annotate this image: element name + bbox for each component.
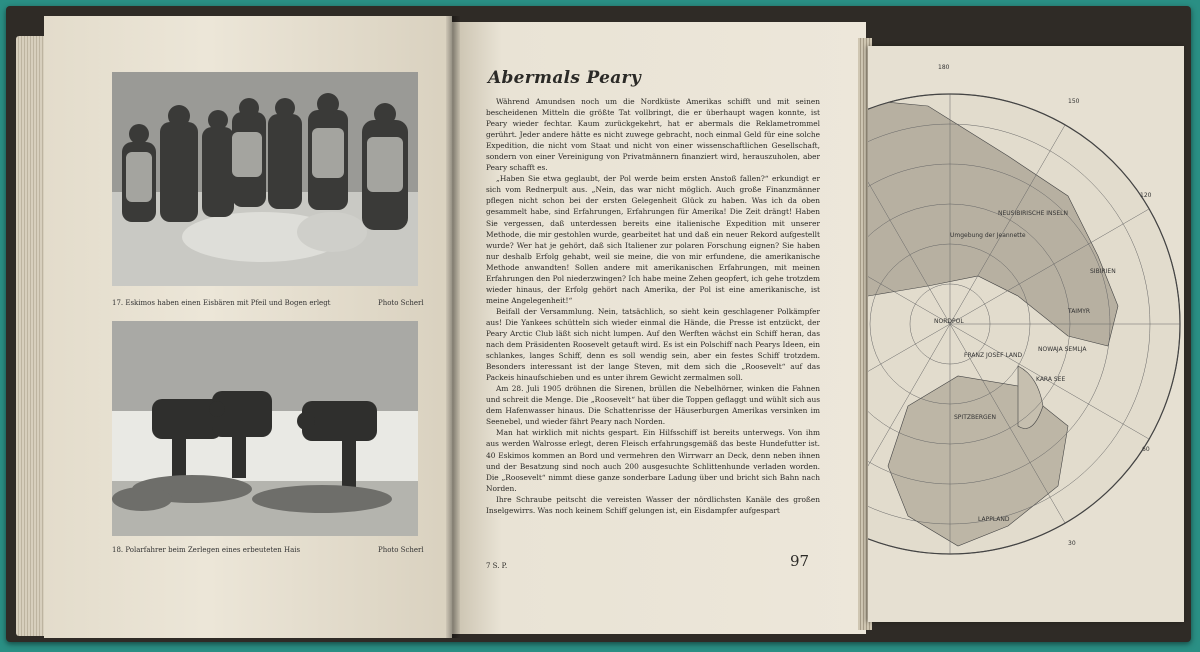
page-number: 97 [790,552,810,570]
body-text [486,96,820,558]
longitude-label: 150 [1068,98,1080,105]
photo-eskimos-polar-bear [112,72,418,286]
paragraph: Ihre Schraube peitscht die vereisten Wasser der nördlichsten Kanäle des großen Inselgewirrs. Was noch keinem Schiff gelungen ist, ein Eisdampfer aufgespart [486,494,820,515]
photo-shark-cutting [112,321,418,536]
caption-1: 17. Eskimos haben einen Eisbären mit Pfeil und Bogen erlegt [112,299,331,307]
map-label: NEUSIBIRISCHE INSELN [998,210,1068,217]
photo-shark-illustration [112,321,418,536]
open-book [6,6,1191,642]
chapter-title: Abermals Peary [488,68,641,88]
arctic-map-page [868,46,1184,622]
paragraph: „Haben Sie etwa geglaubt, der Pol werde beim ersten Anstoß fallen?“ erkundigt er sich vom Rednerpult aus. „Nein, das war nicht möglich. Auch große Finanzmänner pflegen nicht schon bei der ersten Gelegenheit Glück zu haben. Was ich da oben gesammelt habe, sind Erfahrungen, Erfahrungen für Amerika! Die Zeit drängt! Haben Sie vergessen, daß unterdessen bereits eine italienische Expedition mit unserer Methode, die mir gestohlen wurde, gearbeitet hat und daß ein neuer Rekord aufgestellt wurde? Wer hat je gehört, daß sich Italiener zur polaren Forschung eignen? Sie haben nur deshalb Erfolg gehabt, weil sie meine, die von mir erfundene, die amerikanische Methode anwandten! Sollen andere mit amerikanischen Erfahrungen, mit meinen Erfahrungen den Pol niederzwingen? Ich habe meine Zehen geopfert, ich gehe trotzdem wieder hinaus, der Erfolg gehört nach Amerika, der Pol ist eine amerikanische, ist meine Angelegenheit!“ [486,174,820,305]
map-label: NOWAJA SEMLJA [1038,346,1087,353]
photo-credit-2: Photo Scherl [378,546,424,554]
map-label: Umgebung der Jeannette [950,232,1026,239]
longitude-label: 30 [1068,540,1076,547]
print-signature: 7 S. P. [486,562,508,570]
paragraph: Beifall der Versammlung. Nein, tatsächlich, so sieht kein geschlagener Polkämpfer aus! Die Yankees schütteln sich wieder einmal die Hände, die Presse ist entzückt, der Peary Arctic Club läßt sich nicht lumpen. Auf den Werften wächst ein Schiff heran, das nach dem Präsidenten Roosevelt getauft wird. Es ist ein Polschiff nach Pearys Ideen, ein schlankes, langes Schiff, denn es soll wendig sein, aber ein festes Schiff trotzdem. Besonders interessant ist der lange Steven, mit dem sich die „Roosevelt“ auf das Packeis hinaufschieben und es unter ihrem Gewicht zermalmen soll. [486,306,820,383]
photo-credit-1: Photo Scherl [378,299,424,307]
arctic-map [868,46,1184,622]
photo-eskimos-illustration [112,72,418,286]
longitude-label: 120 [1140,192,1152,199]
map-label: LAPPLAND [978,516,1010,523]
paragraph: Am 28. Juli 1905 dröhnen die Sirenen, brüllen die Nebelhörner, winken die Fahnen und schreit die Menge. Die „Roosevelt“ hat über die Toppen geflaggt und wühlt sich aus dem Hafenwasser hinaus. Die Schattenrisse der Häuserburgen Amerikas versinken im Seenebel, und wieder fährt Peary nach Norden. [486,384,820,427]
paragraph: Während Amundsen noch um die Nordküste Amerikas schifft und mit seinen bescheidenen Mitteln die größte Tat vollbringt, die er überhaupt wagen konnte, ist Peary wieder fechtar. Kaum zurückgekehrt, hat er abermals die Reklametrommel gerührt. Jeder andere hätte es nicht zuwege gebracht, noch einmal Geld für eine solche Expedition, die nicht vom Staat und nicht von einer wissenschaftlichen Gesellschaft, sondern von einer Vereinigung von Privatmännern finanziert wird, herauszuholen, aber Peary schafft es. [486,97,820,173]
map-label: TAIMYR [1068,308,1091,315]
longitude-label: 60 [1142,446,1150,453]
book-gutter [446,16,460,638]
paragraph: Man hat wirklich mit nichts gespart. Ein Hilfsschiff ist bereits unterwegs. Von ihm aus werden Walrosse erlegt, deren Fleisch erfahrungsgemäß das beste Hundefutter ist. 40 Eskimos kommen an Bord und vermehren den Wirrwarr an Deck, denn neben ihnen und der Besatzung sind noch auch 200 ausgesuchte Schlittenhunde verladen worden. Die „Roosevelt“ nimmt diese ganze sonderbare Ladung über und bricht sich Bahn nach Norden. [486,428,820,493]
caption-2: 18. Polarfahrer beim Zerlegen eines erbeuteten Hais [112,546,301,554]
map-label: FRANZ JOSEF LAND [964,352,1023,359]
map-label: SPITZBERGEN [954,414,996,421]
map-label: KARA SEE [1036,376,1066,383]
left-page [44,16,452,638]
longitude-label: 180 [938,64,950,71]
map-label: NORDPOL [934,318,964,325]
map-label: SIBIRIEN [1090,268,1116,275]
right-page [452,22,866,634]
